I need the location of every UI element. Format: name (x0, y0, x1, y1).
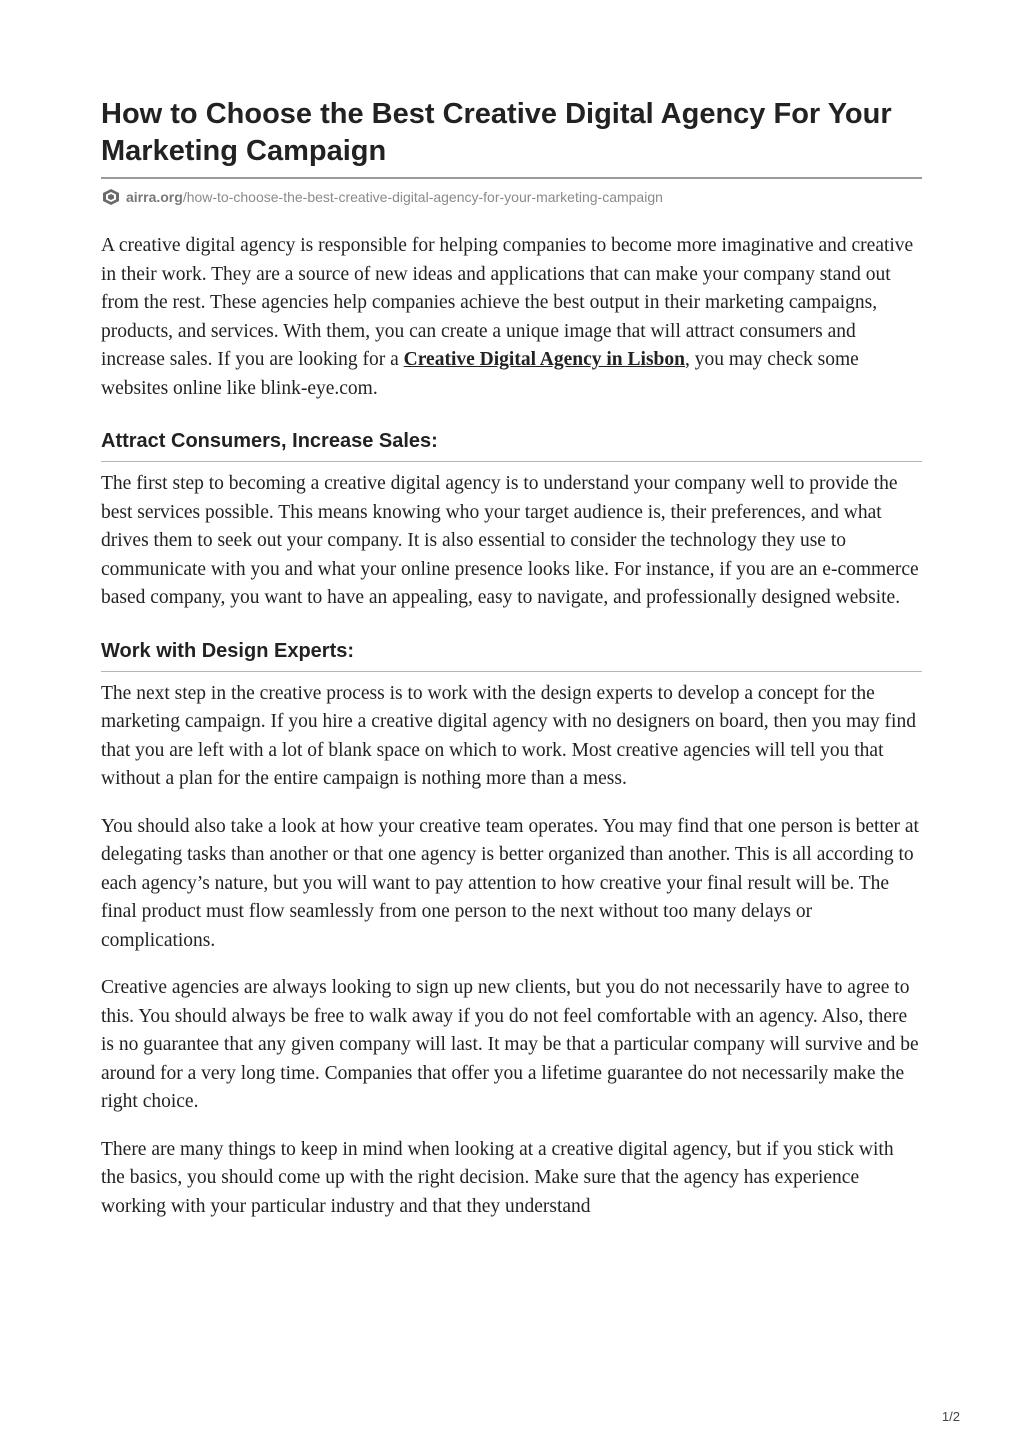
section2-paragraph-4: There are many things to keep in mind when looking at a creative digital agency, but if you stick with the basics, you should come up with the right decision. Make sure that the agency has experience working with your particular industry and that they understand (101, 1138, 894, 1217)
document-page (101, 96, 922, 1221)
section2-paragraph-3: Creative agencies are always looking to sign up new clients, but you do not necessarily have to agree to this. You should always be free to walk away if you do not feel comfortable with an agency. Also, there is no guarantee that any given company will last. It may be that a particular company will survive and be around for a very long time. Companies that offer you a lifetime guarantee do not necessarily make the right choice. (101, 977, 919, 1112)
intro-text-before: A creative digital agency is responsible for helping companies to become more imaginative and creative in their work. They are a source of new ideas and applications that can make your company stand out from the rest. These agencies help companies achieve the best output in their marketing campaigns, products, and services. With them, you can create a unique image that will attract consumers and increase sales. If you are looking for a (101, 235, 914, 370)
creative-agency-lisbon-link[interactable]: Creative Digital Agency in Lisbon (403, 349, 685, 370)
intro-paragraph (101, 232, 922, 403)
article-title: How to Choose the Best Creative Digital Agency For Your Marketing Campaign (101, 96, 922, 179)
source-domain[interactable]: airra.org (126, 189, 183, 205)
section2-paragraph-1: The next step in the creative process is to work with the design experts to develop a concept for the marketing campaign. If you hire a creative digital agency with no designers on board, then you may find that you are left with a lot of blank space on which to work. Most creative agencies will tell you that without a plan for the entire campaign is nothing more than a mess. (101, 682, 916, 789)
source-path[interactable]: /how-to-choose-the-best-creative-digital-agency-for-your-marketing-campaign (182, 189, 663, 205)
page-number: 1/2 (941, 1409, 960, 1424)
section-heading-attract: Attract Consumers, Increase Sales: (101, 428, 922, 462)
section2-paragraph-2: You should also take a look at how your creative team operates. You may find that one person is better at delegating tasks than another or that one agency is better organized than another. This is all according to each agency’s nature, but you will want to pay attention to how creative your final result will be. The final product must flow seamlessly from one person to the next without too many delays or complications. (101, 815, 919, 951)
site-favicon-icon (101, 188, 121, 206)
section1-paragraph-1: The first step to becoming a creative digital agency is to understand your company well to provide the best services possible. This means knowing who your target audience is, their preferences, and what drives them to seek out your company. It is also essential to consider the technology they use to communicate with you and what your online presence looks like. For instance, if you are an e-commerce based company, you want to have an appealing, easy to navigate, and professionally designed website. (101, 473, 919, 608)
section-heading-design-experts: Work with Design Experts: (101, 638, 922, 672)
source-line (101, 187, 922, 207)
intro-text-after: , you may check some websites online like blink-eye.com. (101, 349, 859, 399)
